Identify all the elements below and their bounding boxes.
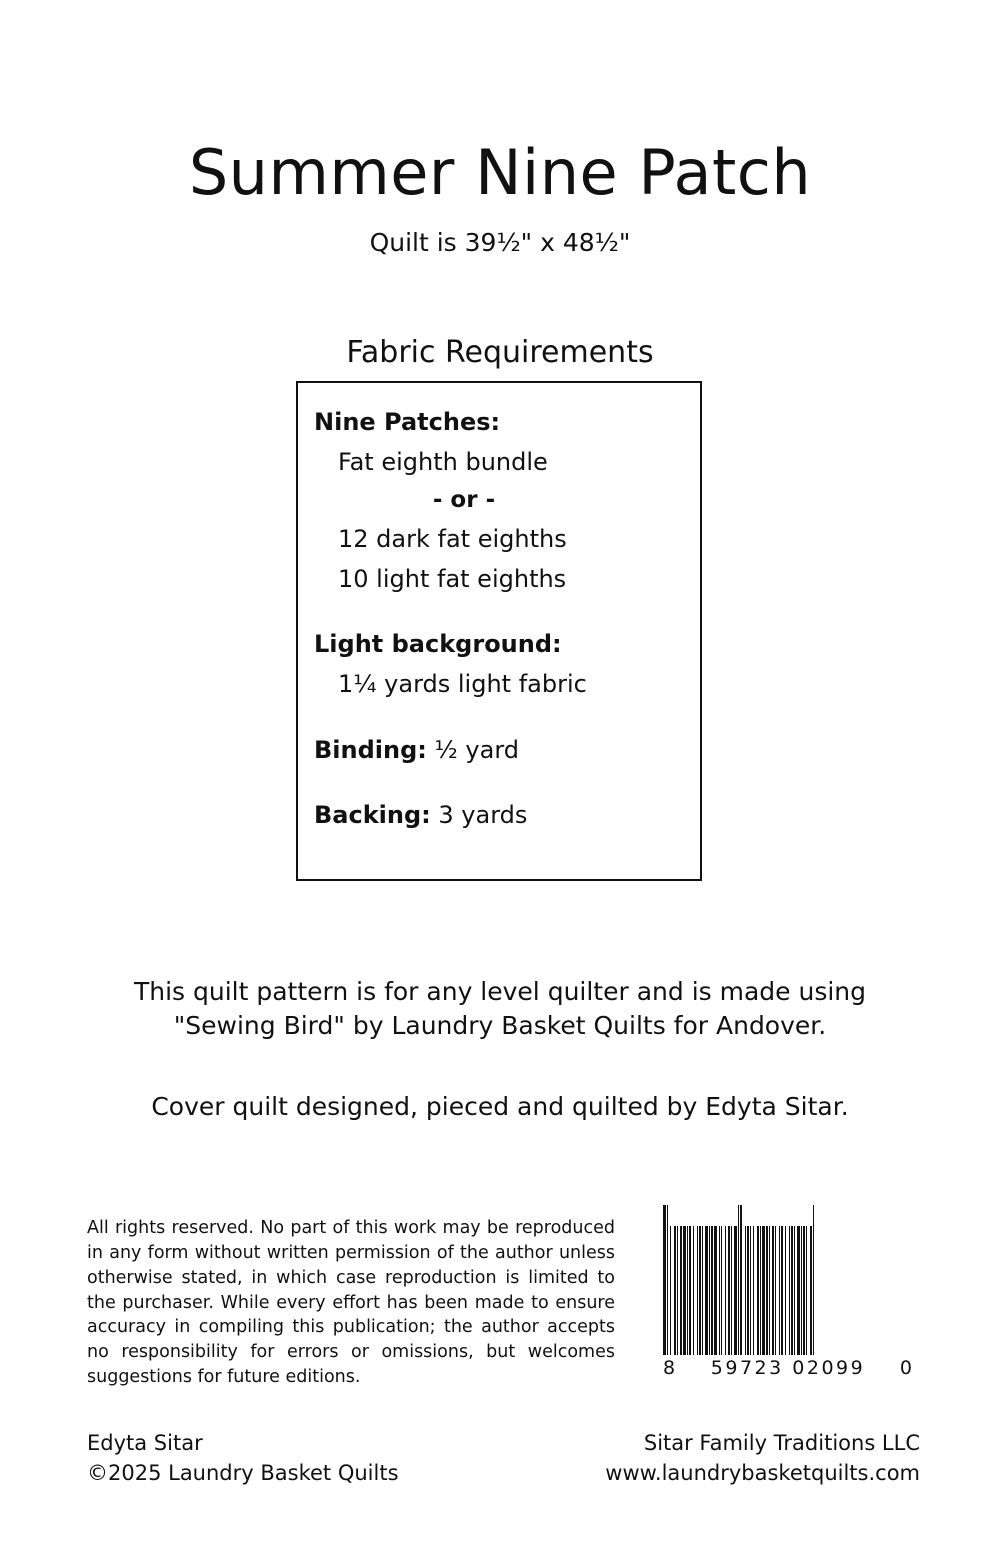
footer-company: Sitar Family Traditions LLC: [643, 1431, 920, 1455]
light-background-label: Light background:: [314, 630, 562, 659]
barcode-bars: [663, 1205, 913, 1355]
footer-left: [87, 1428, 399, 1489]
spacer: [314, 705, 700, 731]
barcode-left-digit: 8: [663, 1357, 677, 1379]
footer-right: [520, 1428, 920, 1489]
binding-value: ½ yard: [434, 735, 519, 764]
barcode-digits: [663, 1357, 913, 1379]
quilt-size-subtitle: Quilt is 39½" x 48½": [369, 228, 631, 257]
binding-label: Binding:: [314, 735, 427, 764]
footer-author: Edyta Sitar: [87, 1431, 203, 1455]
description-line-2: "Sewing Bird" by Laundry Basket Quilts for Andover.: [173, 1011, 827, 1040]
backing-row: [314, 796, 700, 836]
footer-copyright: ©2025 Laundry Basket Quilts: [87, 1461, 399, 1486]
or-text: - or -: [432, 487, 496, 514]
or-separator: [314, 482, 614, 520]
nine-patches-label: Nine Patches:: [314, 408, 501, 436]
spacer: [314, 770, 700, 796]
light-background-value: 1¼ yards light fabric: [338, 669, 587, 698]
description-line-1: This quilt pattern is for any level quilter and is made using: [133, 977, 867, 1006]
nine-patches-light-eighths: 10 light fat eighths: [338, 564, 567, 593]
description-block: [0, 975, 1000, 1043]
backing-label: Backing:: [314, 801, 431, 830]
spacer: [314, 599, 700, 625]
legal-text: All rights reserved. No part of this work may be reproduced in any form without written permission of the author unless otherwise stated, in which case reproduction is limited to the purchaser. While every effort has been made to ensure accuracy in compiling this publication; the author accepts no responsibility for errors or omissions, but welcomes suggestions for future editions.: [87, 1218, 615, 1388]
footer-website: www.laundrybasketquilts.com: [605, 1461, 920, 1486]
cover-quilt-credit: Cover quilt designed, pieced and quilted by Edyta Sitar.: [151, 1092, 849, 1121]
binding-row: [314, 731, 700, 771]
backing-value: 3 yards: [438, 801, 528, 830]
nine-patches-dark-eighths: 12 dark fat eighths: [338, 525, 567, 554]
fabric-requirements-heading: Fabric Requirements: [346, 335, 654, 370]
page-title: Summer Nine Patch: [188, 136, 812, 209]
nine-patches-option-bundle: Fat eighth bundle: [338, 447, 548, 476]
barcode: [663, 1205, 913, 1379]
barcode-main-digits: 59723 02099: [710, 1357, 866, 1379]
barcode-right-digit: 0: [899, 1357, 913, 1379]
fabric-requirements-box: [296, 381, 702, 881]
